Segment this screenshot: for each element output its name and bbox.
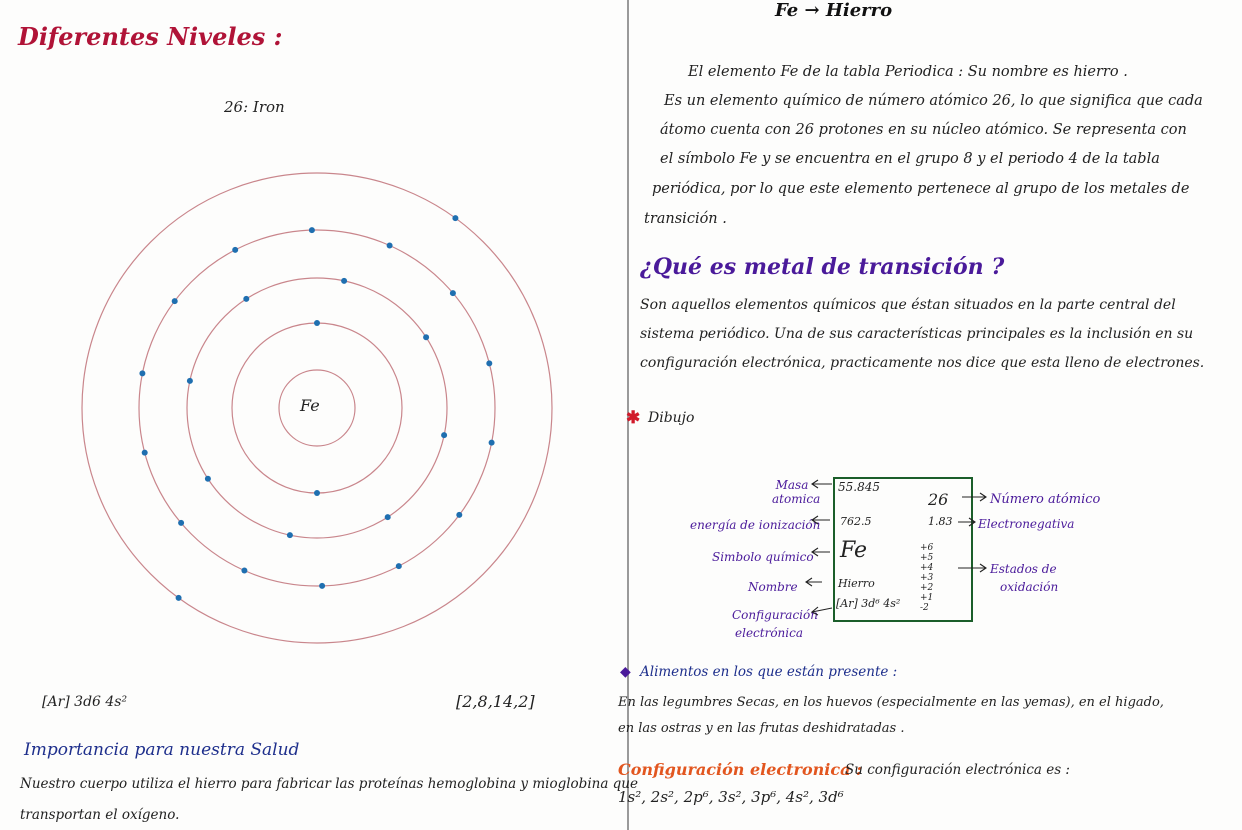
electron-shell-3 <box>142 450 148 456</box>
config-short: [Ar] 3d6 4s² <box>42 694 128 710</box>
nucleus-symbol: Fe <box>300 396 320 415</box>
question-title: ¿Qué es metal de transición ? <box>640 254 1005 280</box>
electron-shell-3 <box>309 227 315 233</box>
electron-shell-2 <box>385 514 391 520</box>
intro-line-3: átomo cuenta con 26 protones en su núcleo atómico. Se representa con <box>660 122 1187 138</box>
label-electronegativity: Electronegativa <box>978 517 1075 531</box>
label-config-1: Configuración <box>732 608 818 622</box>
electron-shell-1 <box>314 490 320 496</box>
electron-shell-2 <box>243 296 249 302</box>
health-title: Importancia para nuestra Salud <box>24 740 300 760</box>
electron-shell-4 <box>452 215 458 221</box>
health-line-1: Nuestro cuerpo utiliza el hierro para fabricar las proteínas hemoglobina y mioglobina que <box>20 776 638 792</box>
intro-line-1: El elemento Fe de la tabla Periodica : Su nombre es hierro . <box>688 64 1128 80</box>
electron-shell-3 <box>241 568 247 574</box>
electron-shell-2 <box>205 476 211 482</box>
tile-symbol: Fe <box>840 538 868 563</box>
electron-shell-2 <box>423 334 429 340</box>
bohr-diagram <box>0 0 628 700</box>
electron-shell-2 <box>441 432 447 438</box>
tile-atomic-number: 26 <box>928 490 949 509</box>
arrow-symbol <box>812 548 830 556</box>
tile-electronegativity: 1.83 <box>928 515 953 528</box>
electron-shell-3 <box>139 370 145 376</box>
config-intro: Su configuración electrónica es : <box>845 762 1070 778</box>
tile-ionization: 762.5 <box>840 515 872 528</box>
foods-line-2: en las ostras y en las frutas deshidratadas . <box>618 721 905 736</box>
oxidation-state: +1 <box>920 593 934 603</box>
intro-line-5: periódica, por lo que este elemento pertenece al grupo de los metales de <box>652 181 1190 197</box>
intro-line-4: el símbolo Fe y se encuentra en el grupo 8 y el periodo 4 de la tabla <box>660 151 1160 167</box>
label-name: Nombre <box>748 580 798 594</box>
electron-shell-3 <box>387 243 393 249</box>
foods-line-1: En las legumbres Secas, en los huevos (especialmente en las yemas), en el higado, <box>618 695 1164 710</box>
config-title: Configuración electronica : <box>618 760 862 779</box>
arrow-name <box>806 578 822 586</box>
oxidation-state: +2 <box>920 583 934 593</box>
electron-shell-2 <box>341 278 347 284</box>
label-oxidation-1: Estados de <box>990 562 1057 576</box>
label-atomic-number: Número atómico <box>990 492 1101 507</box>
label-symbol: Simbolo químico <box>712 550 814 564</box>
question-line-2: sistema periódico. Una de sus características principales es la inclusión en su <box>640 326 1194 342</box>
electron-shell-2 <box>287 532 293 538</box>
drawing-label: Dibujo <box>648 410 695 426</box>
intro-line-6: transición . <box>644 211 727 227</box>
label-config-2: electrónica <box>735 626 803 640</box>
electron-shell-3 <box>486 360 492 366</box>
electron-shell-3 <box>456 512 462 518</box>
electron-shell-2 <box>187 378 193 384</box>
oxidation-state: +6 <box>920 543 934 553</box>
electron-shell-3 <box>319 583 325 589</box>
asterisk-icon: ✱ <box>626 408 641 428</box>
oxidation-state: +4 <box>920 563 934 573</box>
diagram-caption: 26: Iron <box>224 98 285 116</box>
left-title: Diferentes Niveles : <box>18 22 283 51</box>
electron-shell-3 <box>450 290 456 296</box>
config-full: 1s², 2s², 2p⁶, 3s², 3p⁶, 4s², 3d⁶ <box>618 788 844 806</box>
tile-atomic-mass: 55.845 <box>838 480 880 494</box>
question-line-3: configuración electrónica, practicamente nos dice que esta lleno de electrones. <box>640 355 1205 371</box>
tile-configuration: [Ar] 3d⁶ 4s² <box>836 597 901 610</box>
electron-shell-3 <box>178 520 184 526</box>
oxidation-state: +5 <box>920 553 934 563</box>
oxidation-state: +3 <box>920 573 934 583</box>
electron-shell-1 <box>314 320 320 326</box>
label-oxidation-2: oxidación <box>1000 580 1059 594</box>
label-mass: Masa atomica <box>772 478 821 506</box>
electron-shell-3 <box>489 440 495 446</box>
electron-shell-4 <box>176 595 182 601</box>
health-line-2: transportan el oxígeno. <box>20 807 180 823</box>
top-title: Fe → Hierro <box>775 0 893 21</box>
electron-shell-3 <box>396 563 402 569</box>
question-line-1: Son aquellos elementos químicos que éstan situados en la parte central del <box>640 297 1176 313</box>
foods-title: Alimentos en los que están presente : <box>640 664 898 680</box>
diamond-icon: ◆ <box>620 664 631 680</box>
shell-config: [2,8,14,2] <box>456 692 535 711</box>
electron-shell-3 <box>172 298 178 304</box>
oxidation-state: -2 <box>920 603 929 613</box>
tile-name: Hierro <box>838 577 875 590</box>
electron-shell-3 <box>232 247 238 253</box>
intro-line-2: Es un elemento químico de número atómico 26, lo que significa que cada <box>664 93 1203 109</box>
arrow-mass <box>812 480 832 488</box>
label-ionization: energía de ionización <box>690 518 821 532</box>
